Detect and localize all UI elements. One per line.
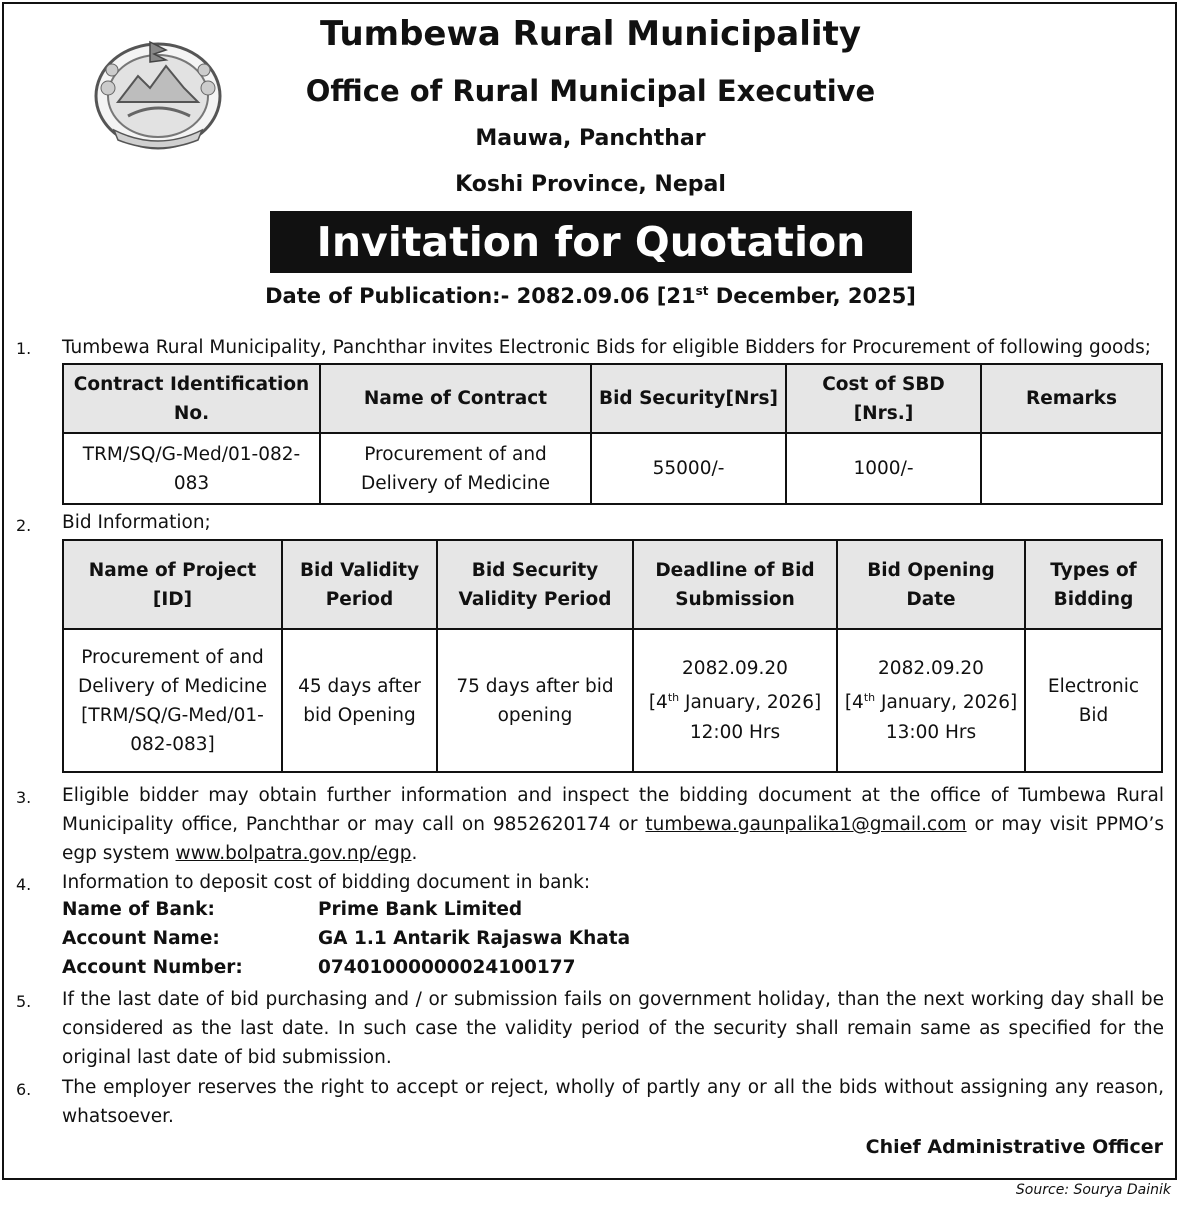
account-name-value: GA 1.1 Antarik Rajaswa Khata bbox=[318, 928, 631, 949]
bank-name-value: Prime Bank Limited bbox=[318, 899, 523, 920]
account-number-value: 07401000000024100177 bbox=[318, 957, 576, 978]
item-1-text: Tumbewa Rural Municipality, Panchthar invites Electronic Bids for eligible Bidders for Procurement of following goods; bbox=[62, 337, 1151, 358]
cell-validity: 45 days after bid Opening bbox=[282, 629, 437, 772]
col-header-validity: Bid Validity Period bbox=[282, 540, 437, 629]
opening-date: 2082.09.20 bbox=[878, 658, 984, 680]
cell-bidding-type: Electronic Bid bbox=[1025, 629, 1162, 772]
cell-security-validity: 75 days after bid opening bbox=[437, 629, 633, 772]
cell-bid-security: 55000/- bbox=[591, 433, 786, 504]
item-5-text: If the last date of bid purchasing and / or submission fails on government holiday, than the next working day shall be considered as the last date. In such case the validity period of the security shall remain same as specified for the original last date of bid submission. bbox=[62, 989, 1164, 1068]
col-header-sbd-cost: Cost of SBD [Nrs.] bbox=[786, 364, 981, 433]
item-2-text: Bid Information; bbox=[62, 512, 211, 533]
item-number-6: 6. bbox=[16, 1080, 32, 1099]
office-title: Office of Rural Municipal Executive bbox=[305, 74, 876, 108]
deadline-time: 12:00 Hrs bbox=[689, 721, 781, 743]
cell-project: Procurement of and Delivery of Medicine [TRM/SQ/G-Med/01-082-083] bbox=[63, 629, 282, 772]
opening-day: [4th January, 2026] bbox=[844, 691, 1018, 714]
cell-remarks bbox=[981, 433, 1162, 504]
col-header-contract-id: Contract Identification No. bbox=[63, 364, 320, 433]
contract-table bbox=[62, 363, 1163, 505]
item-6-text: The employer reserves the right to accept or reject, wholly of partly any or all the bids without assigning any reason, whatsoever. bbox=[62, 1077, 1164, 1127]
col-header-deadline: Deadline of Bid Submission bbox=[633, 540, 837, 629]
bank-name-label: Name of Bank: bbox=[62, 899, 215, 920]
table-row bbox=[63, 433, 1162, 504]
publication-date: Date of Publication:- 2082.09.06 [21st December, 2025] bbox=[265, 284, 916, 308]
opening-time: 13:00 Hrs bbox=[885, 721, 977, 743]
account-number-label: Account Number: bbox=[62, 957, 243, 978]
municipality-title: Tumbewa Rural Municipality bbox=[320, 14, 861, 54]
item-number-5: 5. bbox=[16, 992, 32, 1011]
col-header-project: Name of Project [ID] bbox=[63, 540, 282, 629]
cell-deadline bbox=[633, 629, 837, 772]
contact-email-link[interactable]: tumbewa.gaunpalika1@gmail.com bbox=[645, 814, 967, 835]
cell-contract-id: TRM/SQ/G-Med/01-082-083 bbox=[63, 433, 320, 504]
deadline-date: 2082.09.20 bbox=[682, 658, 788, 680]
col-header-bid-security: Bid Security[Nrs] bbox=[591, 364, 786, 433]
cell-opening-date bbox=[837, 629, 1025, 772]
address-line-1: Mauwa, Panchthar bbox=[475, 126, 706, 151]
table-row bbox=[63, 629, 1162, 772]
address-line-2: Koshi Province, Nepal bbox=[455, 172, 726, 197]
bid-info-table bbox=[62, 539, 1163, 773]
egp-website-link[interactable]: www.bolpatra.gov.np/egp bbox=[175, 843, 412, 864]
item-number-1: 1. bbox=[16, 339, 32, 358]
deadline-day: [4th January, 2026] bbox=[648, 691, 822, 714]
item-number-3: 3. bbox=[16, 788, 32, 807]
col-header-security-validity: Bid Security Validity Period bbox=[437, 540, 633, 629]
item-4-text: Information to deposit cost of bidding document in bank: bbox=[62, 872, 591, 893]
signoff: Chief Administrative Officer bbox=[865, 1136, 1163, 1158]
col-header-opening-date: Bid Opening Date bbox=[837, 540, 1025, 629]
col-header-remarks: Remarks bbox=[981, 364, 1162, 433]
item-number-2: 2. bbox=[16, 516, 32, 535]
source-credit: Source: Sourya Dainik bbox=[1015, 1182, 1171, 1198]
cell-contract-name: Procurement of and Delivery of Medicine bbox=[320, 433, 591, 504]
col-header-contract-name: Name of Contract bbox=[320, 364, 591, 433]
item-3-text: Eligible bidder may obtain further information and inspect the bidding document at the office of Tumbewa Rural Municipality office, Panchthar or may call on 9852620174 or tumbewa.gaunpalika1@gmail.com or may visit PPMO’s egp system www.bolpatra.gov.np/egp. bbox=[62, 785, 1165, 864]
cell-sbd-cost: 1000/- bbox=[786, 433, 981, 504]
notice-title-banner: Invitation for Quotation bbox=[270, 211, 912, 273]
col-header-bidding-type: Types of Bidding bbox=[1025, 540, 1162, 629]
account-name-label: Account Name: bbox=[62, 928, 220, 949]
item-number-4: 4. bbox=[16, 875, 32, 894]
